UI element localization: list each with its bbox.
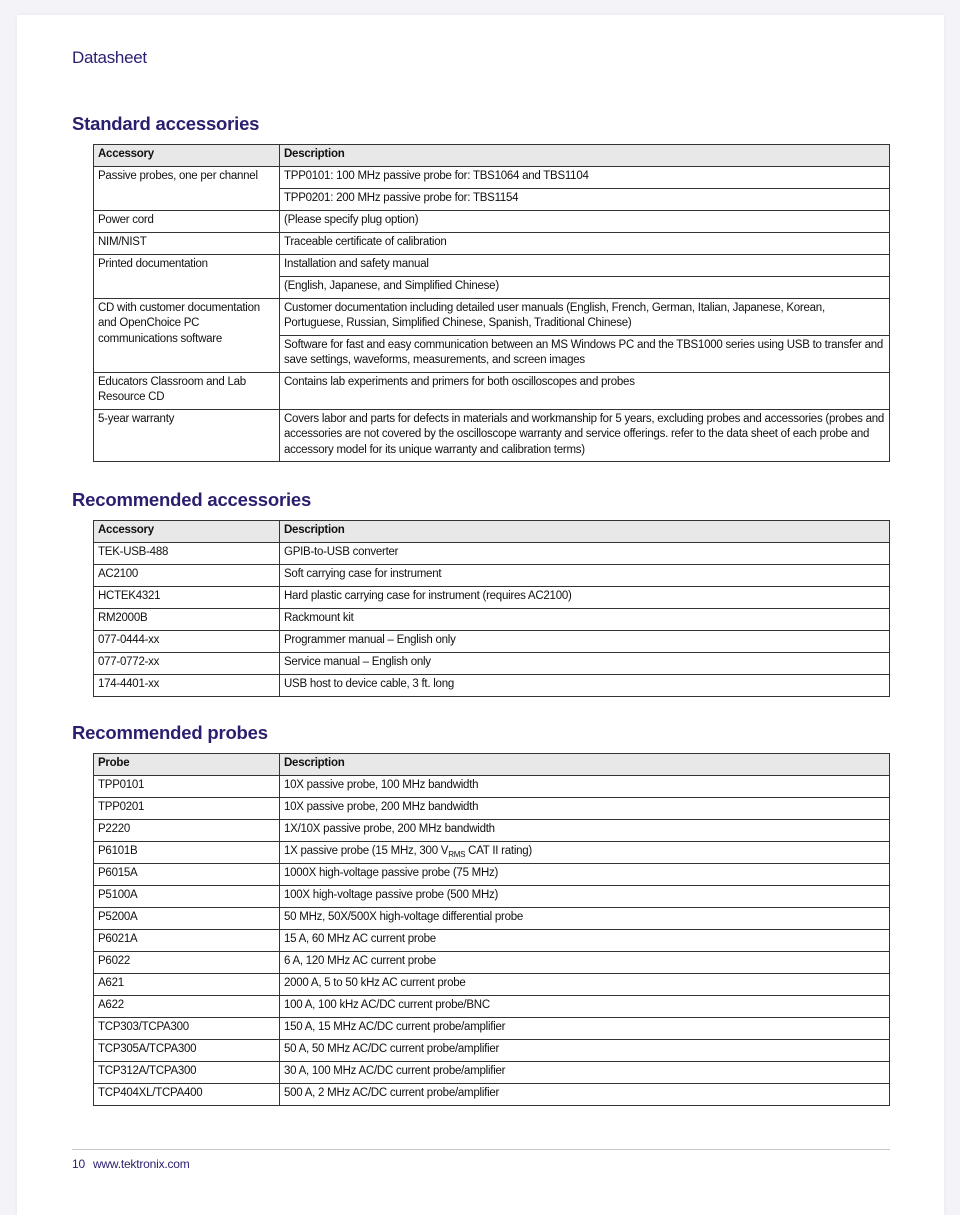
table-row bbox=[94, 674, 890, 696]
table-header-row bbox=[94, 521, 890, 543]
description-cell: Customer documentation including detailed user manuals (English, French, German, Italian, Japanese, Korean, Portuguese, Russian, Simplified Chinese, Spanish, Traditional Chinese) bbox=[280, 298, 890, 335]
description-cell: 50 MHz, 50X/500X high-voltage differential probe bbox=[280, 907, 890, 929]
document-type-label: Datasheet bbox=[72, 48, 147, 67]
accessory-cell: Educators Classroom and Lab Resource CD bbox=[94, 372, 280, 409]
probe-cell: TCP312A/TCPA300 bbox=[94, 1061, 280, 1083]
table-row bbox=[94, 841, 890, 863]
description-cell: 2000 A, 5 to 50 kHz AC current probe bbox=[280, 973, 890, 995]
accessory-cell: NIM/NIST bbox=[94, 232, 280, 254]
description-cell: Software for fast and easy communication between an MS Windows PC and the TBS1000 series using USB to transfer and save settings, waveforms, measurements, and screen images bbox=[280, 335, 890, 372]
column-header-accessory: Accessory bbox=[94, 521, 280, 543]
description-cell: GPIB-to-USB converter bbox=[280, 542, 890, 564]
description-cell: 150 A, 15 MHz AC/DC current probe/amplifier bbox=[280, 1017, 890, 1039]
accessory-cell: Printed documentation bbox=[94, 254, 280, 298]
section-title-recommended-accessories: Recommended accessories bbox=[72, 489, 312, 510]
accessory-cell: 077-0772-xx bbox=[94, 652, 280, 674]
accessory-cell: Passive probes, one per channel bbox=[94, 166, 280, 210]
accessory-cell: HCTEK4321 bbox=[94, 586, 280, 608]
standard-accessories-table bbox=[93, 144, 890, 462]
column-header-accessory: Accessory bbox=[94, 145, 280, 167]
table-row bbox=[94, 885, 890, 907]
table-row bbox=[94, 973, 890, 995]
probe-cell: A622 bbox=[94, 995, 280, 1017]
column-header-description: Description bbox=[280, 521, 890, 543]
column-header-probe: Probe bbox=[94, 754, 280, 776]
description-cell: 50 A, 50 MHz AC/DC current probe/amplifier bbox=[280, 1039, 890, 1061]
description-cell: 10X passive probe, 100 MHz bandwidth bbox=[280, 775, 890, 797]
table-row bbox=[94, 1061, 890, 1083]
table-row bbox=[94, 232, 890, 254]
description-cell: Covers labor and parts for defects in materials and workmanship for 5 years, excluding probes and accessories (probes and accessories are not covered by the oscilloscope warranty and service offerings. refer to the data sheet of each probe and accessory model for its unique warranty and calibration terms) bbox=[280, 409, 890, 462]
accessory-cell: TEK-USB-488 bbox=[94, 542, 280, 564]
table-row bbox=[94, 586, 890, 608]
accessory-cell: RM2000B bbox=[94, 608, 280, 630]
table-row bbox=[94, 254, 890, 276]
probe-cell: P5200A bbox=[94, 907, 280, 929]
probe-cell: P6021A bbox=[94, 929, 280, 951]
website-link[interactable]: www.tektronix.com bbox=[92, 1157, 190, 1171]
table-row bbox=[94, 542, 890, 564]
description-cell: Soft carrying case for instrument bbox=[280, 564, 890, 586]
description-cell: Hard plastic carrying case for instrument (requires AC2100) bbox=[280, 586, 890, 608]
table-row bbox=[94, 166, 890, 188]
accessory-cell: Power cord bbox=[94, 210, 280, 232]
table-row bbox=[94, 951, 890, 973]
description-cell: Rackmount kit bbox=[280, 608, 890, 630]
accessory-cell: CD with customer documentation and OpenChoice PC communications software bbox=[94, 298, 280, 372]
probe-cell: TCP305A/TCPA300 bbox=[94, 1039, 280, 1061]
table-row bbox=[94, 775, 890, 797]
table-row bbox=[94, 995, 890, 1017]
rms-subscript: RMS bbox=[448, 849, 466, 859]
description-cell: USB host to device cable, 3 ft. long bbox=[280, 674, 890, 696]
probe-cell: P6022 bbox=[94, 951, 280, 973]
description-cell: 6 A, 120 MHz AC current probe bbox=[280, 951, 890, 973]
description-cell: (Please specify plug option) bbox=[280, 210, 890, 232]
description-cell: TPP0101: 100 MHz passive probe for: TBS1064 and TBS1104 bbox=[280, 166, 890, 188]
description-cell bbox=[280, 841, 890, 863]
table-row bbox=[94, 409, 890, 462]
section-title-recommended-probes: Recommended probes bbox=[72, 722, 268, 743]
page-number: 10 bbox=[72, 1157, 85, 1171]
probe-cell: P6101B bbox=[94, 841, 280, 863]
table-row bbox=[94, 797, 890, 819]
description-cell: Programmer manual – English only bbox=[280, 630, 890, 652]
description-cell: Contains lab experiments and primers for both oscilloscopes and probes bbox=[280, 372, 890, 409]
table-row bbox=[94, 1039, 890, 1061]
accessory-cell: 5-year warranty bbox=[94, 409, 280, 462]
description-cell: 1X/10X passive probe, 200 MHz bandwidth bbox=[280, 819, 890, 841]
probe-cell: P2220 bbox=[94, 819, 280, 841]
probe-cell: TCP303/TCPA300 bbox=[94, 1017, 280, 1039]
description-cell: Installation and safety manual bbox=[280, 254, 890, 276]
column-header-description: Description bbox=[280, 754, 890, 776]
table-header-row bbox=[94, 145, 890, 167]
table-row bbox=[94, 210, 890, 232]
description-cell: TPP0201: 200 MHz passive probe for: TBS1154 bbox=[280, 188, 890, 210]
description-cell: 1000X high-voltage passive probe (75 MHz) bbox=[280, 863, 890, 885]
table-row bbox=[94, 819, 890, 841]
description-cell: 100X high-voltage passive probe (500 MHz) bbox=[280, 885, 890, 907]
accessory-cell: 174-4401-xx bbox=[94, 674, 280, 696]
recommended-accessories-table bbox=[93, 520, 890, 697]
table-row bbox=[94, 907, 890, 929]
column-header-description: Description bbox=[280, 145, 890, 167]
table-row bbox=[94, 1083, 890, 1105]
table-row bbox=[94, 564, 890, 586]
probe-cell: P6015A bbox=[94, 863, 280, 885]
table-header-row bbox=[94, 754, 890, 776]
section-title-standard-accessories: Standard accessories bbox=[72, 113, 260, 134]
table-row bbox=[94, 372, 890, 409]
description-text: CAT II rating) bbox=[465, 844, 532, 857]
description-cell: 30 A, 100 MHz AC/DC current probe/amplifier bbox=[280, 1061, 890, 1083]
footer-divider bbox=[72, 1149, 890, 1150]
accessory-cell: 077-0444-xx bbox=[94, 630, 280, 652]
description-cell: 500 A, 2 MHz AC/DC current probe/amplifier bbox=[280, 1083, 890, 1105]
probe-cell: TPP0101 bbox=[94, 775, 280, 797]
table-row bbox=[94, 608, 890, 630]
probe-cell: TPP0201 bbox=[94, 797, 280, 819]
probe-cell: A621 bbox=[94, 973, 280, 995]
table-row bbox=[94, 863, 890, 885]
table-row bbox=[94, 298, 890, 335]
description-cell: Service manual – English only bbox=[280, 652, 890, 674]
page-footer bbox=[72, 1157, 190, 1171]
description-text: 1X passive probe (15 MHz, 300 V bbox=[284, 844, 449, 857]
table-row bbox=[94, 1017, 890, 1039]
description-cell: Traceable certificate of calibration bbox=[280, 232, 890, 254]
accessory-cell: AC2100 bbox=[94, 564, 280, 586]
description-cell: 10X passive probe, 200 MHz bandwidth bbox=[280, 797, 890, 819]
table-row bbox=[94, 630, 890, 652]
description-cell: 15 A, 60 MHz AC current probe bbox=[280, 929, 890, 951]
description-cell: 100 A, 100 kHz AC/DC current probe/BNC bbox=[280, 995, 890, 1017]
probe-cell: TCP404XL/TCPA400 bbox=[94, 1083, 280, 1105]
recommended-probes-table bbox=[93, 753, 890, 1106]
probe-cell: P5100A bbox=[94, 885, 280, 907]
table-row bbox=[94, 652, 890, 674]
description-cell: (English, Japanese, and Simplified Chinese) bbox=[280, 276, 890, 298]
table-row bbox=[94, 929, 890, 951]
